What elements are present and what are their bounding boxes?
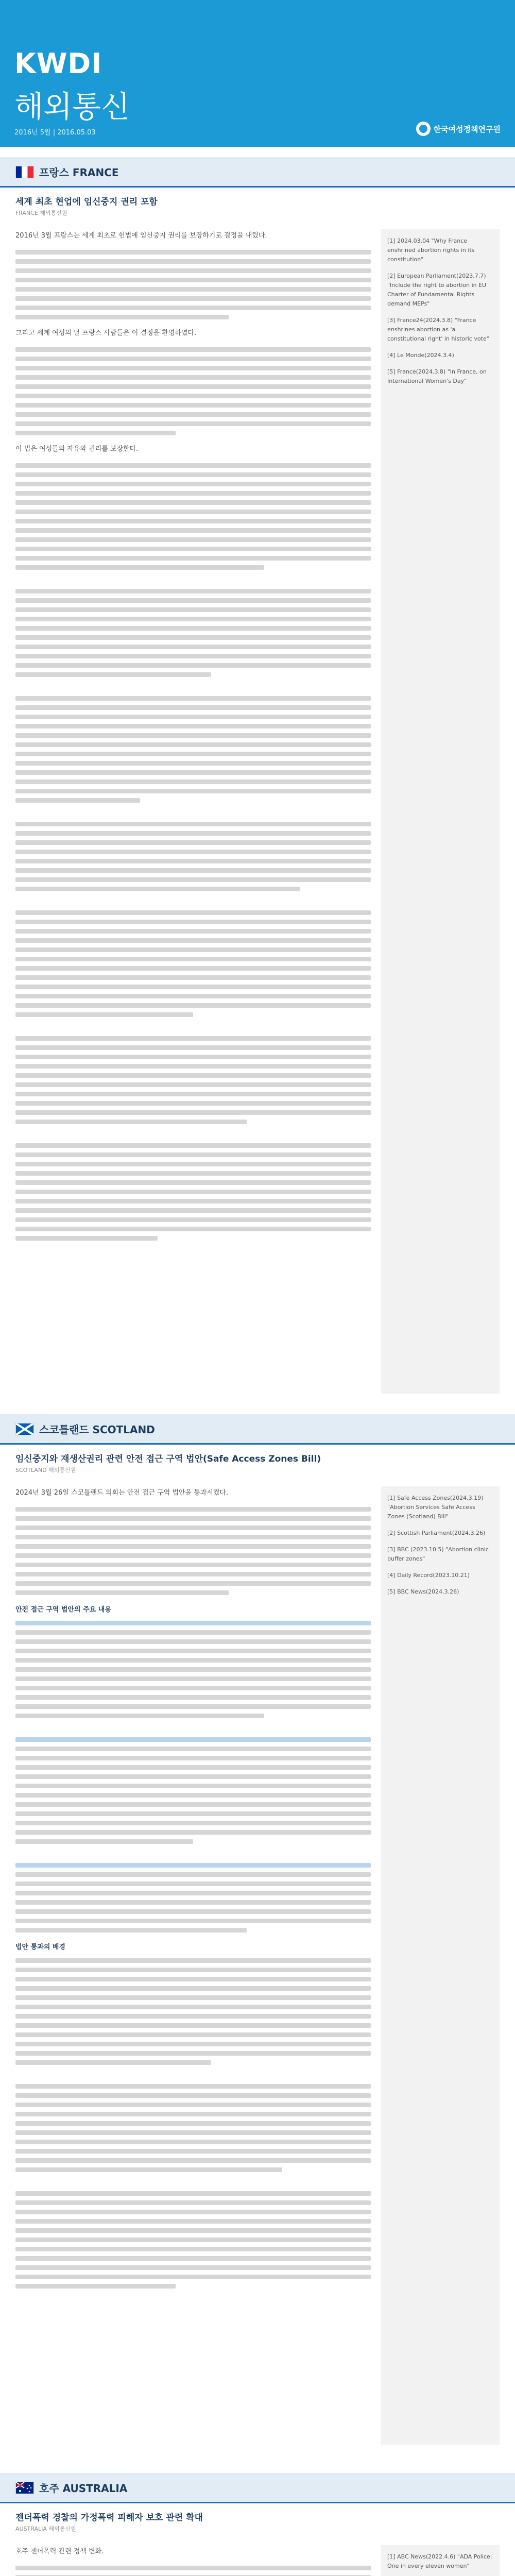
newsletter-subtitle: 해외통신	[14, 89, 130, 124]
reference-item: [1] ABC News(2022.4.6) "ADA Police: One in every eleven women"	[387, 2553, 492, 2569]
reference-item: [5] France(2024.3.8) "In France, on International Women's Day"	[387, 368, 487, 384]
sidebar-references	[381, 1486, 500, 2445]
section-author: SCOTLAND 해외통신원	[15, 1467, 76, 1473]
reference-item: [5] BBC News(2024.3.26)	[387, 1588, 459, 1595]
reference-item: [4] Daily Record(2023.10.21)	[387, 1572, 470, 1579]
section-bar	[0, 1414, 515, 1445]
section-title: 임신중지와 재생산권리 관련 안전 접근 구역 법안(Safe Access Zones Bill)	[15, 1454, 321, 1464]
reference-item: [3] BBC (2023.10.5) "Abortion clinic buffer zones"	[387, 1546, 489, 1562]
section-title: 젠더폭력 경찰의 가정폭력 피해자 보호 관련 확대	[15, 2513, 203, 2523]
scotland-flag-icon	[15, 1423, 34, 1435]
issue-date: 2016년 5월 | 2016.05.03	[14, 129, 96, 137]
section-country: 스코틀랜드 SCOTLAND	[39, 1423, 155, 1436]
text-lines	[15, 1507, 371, 1595]
paragraph: 2024년 3월 26일 스코틀랜드 의회는 안전 접근 구역 법안을 통과시켰다.	[15, 1489, 229, 1497]
text-lines	[15, 1958, 371, 2289]
text-lines	[15, 2566, 371, 2576]
org-logo	[416, 122, 501, 136]
paragraph: 그리고 세계 여성의 날 프랑스 사람들은 이 결정을 환영하였다.	[15, 329, 197, 337]
newsletter-header	[0, 0, 515, 147]
reference-item: [2] Scottish Parliament(2024.3.26)	[387, 1530, 486, 1536]
newsletter-title: KWDI	[14, 47, 102, 80]
section-author: FRANCE 해외통신원	[15, 210, 67, 216]
section-body	[15, 1486, 371, 2293]
reference-item: [1] Safe Access Zones(2024.3.19) "Abortion Services Safe Access Zones (Scotland) Bill"	[387, 1495, 484, 1520]
reference-item: [3] France24(2024.3.8) "France enshrines abortion as 'a constitutional right' in historic vote"	[387, 317, 489, 342]
paragraph: 이 법은 여성들의 자유와 권리를 보장한다.	[15, 445, 139, 453]
text-lines	[15, 1621, 371, 1933]
section-france	[0, 157, 515, 1404]
section-author: AUSTRALIA 해외통신원	[15, 2526, 76, 2532]
section-bar	[0, 157, 515, 188]
logo-icon	[416, 122, 431, 136]
sidebar-references	[381, 2545, 500, 2576]
section-scotland	[0, 1414, 515, 2458]
subheading: 안전 접근 구역 법안의 주요 내용	[15, 1606, 111, 1614]
reference-item: [1] 2024.03.04 "Why France enshrined abortion rights in its constitution"	[387, 238, 475, 263]
france-flag-icon	[15, 166, 34, 178]
section-title: 세계 최초 현업에 임신중지 권리 포함	[15, 197, 158, 207]
section-australia	[0, 2473, 515, 2576]
logo-text: 한국여성정책연구원	[433, 124, 501, 134]
section-bar	[0, 2473, 515, 2503]
subheading: 법안 통과의 배경	[15, 1943, 65, 1951]
paragraph: 2016년 3월 프랑스는 세계 최초로 헌법에 임신중지 권리를 보장하기로 결정을 내렸다.	[15, 232, 267, 240]
text-lines	[15, 250, 371, 319]
section-body	[15, 2545, 371, 2576]
section-body	[15, 229, 371, 1245]
reference-item: [2] European Parliament(2023.7.7) "Include the right to abortion in EU Charter of Fundamental Rights demand MEPs"	[387, 273, 487, 307]
section-country: 프랑스 FRANCE	[39, 166, 119, 179]
sidebar-references	[381, 229, 500, 1394]
text-lines	[15, 347, 371, 435]
section-country: 호주 AUSTRALIA	[39, 2482, 128, 2495]
text-lines	[15, 463, 371, 1241]
australia-flag-icon	[15, 2482, 34, 2494]
reference-item: [4] Le Monde(2024.3.4)	[387, 352, 454, 359]
paragraph: 호주 젠더폭력 관련 정책 변화.	[15, 2548, 104, 2555]
